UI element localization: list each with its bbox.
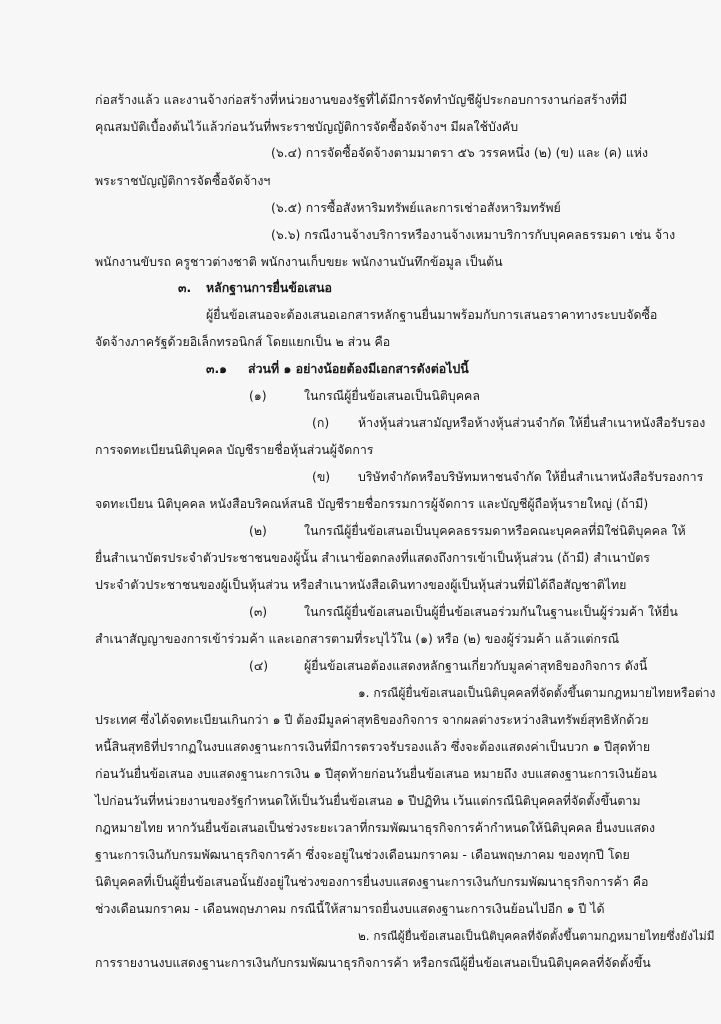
item-text: บริษัทจำกัดหรือบริษัทมหาชนจำกัด ให้ยื่นสำเนาหนังสือรับรองการ [358, 469, 704, 484]
item-marker: (๔) [249, 658, 269, 673]
item-marker: (๑) [249, 388, 267, 403]
item-text: ผู้ยื่นข้อเสนอต้องแสดงหลักฐานเกี่ยวกับมูลค่าสุทธิของกิจการ ดังนี้ [304, 658, 648, 673]
item-6-4: (๖.๔) การจัดซื้อจัดจ้างตามมาตรา ๕๖ วรรคหนึ่ง (๒) (ข) และ (ค) แห่ง [271, 145, 649, 160]
body-text-line: ผู้ยื่นข้อเสนอจะต้องเสนอเอกสารหลักฐานยื่นมาพร้อมกับการเสนอราคาทางระบบจัดซื้อ [206, 307, 658, 322]
section-heading: หลักฐานการยื่นข้อเสนอ [206, 280, 332, 295]
item-6-5: (๖.๕) การซื้อสังหาริมทรัพย์และการเช่าอสังหาริมทรัพย์ [271, 200, 561, 215]
body-text-line: ประเทศ ซึ่งได้จดทะเบียนเกินกว่า ๑ ปี ต้องมีมูลค่าสุทธิของกิจการ จากผลต่างระหว่างสินทรัพย์สุทธิหักด้วย [95, 712, 649, 727]
numbered-paragraph: ๒. กรณีผู้ยื่นข้อเสนอเป็นนิติบุคคลที่จัดตั้งขึ้นตามกฎหมายไทยซึ่งยังไม่มี [358, 929, 715, 943]
item-text: ในกรณีผู้ยื่นข้อเสนอเป็นบุคคลธรรมดาหรือคณะบุคคลที่มิใช่นิติบุคคล ให้ [304, 523, 686, 538]
item-text: ในกรณีผู้ยื่นข้อเสนอเป็นผู้ยื่นข้อเสนอร่วมกันในฐานะเป็นผู้ร่วมค้า ให้ยื่น [304, 604, 678, 619]
subsection-number: ๓.๑ [206, 361, 228, 376]
numbered-paragraph: ๑. กรณีผู้ยื่นข้อเสนอเป็นนิติบุคคลที่จัดตั้งขึ้นตามกฎหมายไทยหรือต่าง [358, 686, 716, 700]
body-text-line: จัดจ้างภาครัฐด้วยอิเล็กทรอนิกส์ โดยแยกเป็น ๒ ส่วน คือ [95, 334, 391, 349]
item-6-6: (๖.๖) กรณีงานจ้างบริการหรืองานจ้างเหมาบริการกับบุคคลธรรมดา เช่น จ้าง [271, 227, 676, 242]
item-marker: (ก) [312, 415, 330, 430]
body-text-line: ยื่นสำเนาบัตรประจำตัวประชาชนของผู้นั้น สำเนาข้อตกลงที่แสดงถึงการเข้าเป็นหุ้นส่วน (ถ้ามี) สำเนาบัตร [95, 550, 650, 565]
item-marker: (๓) [249, 604, 268, 619]
body-text-line: พระราชบัญญัติการจัดซื้อจัดจ้างฯ [95, 173, 271, 188]
body-text-line: นิติบุคคลที่เป็นผู้ยื่นข้อเสนอนั้นยังอยู่ในช่วงของการยื่นงบแสดงฐานะการเงินกับกรมพัฒนาธุรกิจการค้า คือ [95, 874, 649, 889]
body-text-line: คุณสมบัติเบื้องต้นไว้แล้วก่อนวันที่พระราชบัญญัติการจัดซื้อจัดจ้างฯ มีผลใช้บังคับ [95, 119, 519, 134]
body-text-line: จดทะเบียน นิติบุคคล หนังสือบริคณห์สนธิ บัญชีรายชื่อกรรมการผู้จัดการ และบัญชีผู้ถือหุ้นรายใหญ่ (ถ้ามี) [95, 496, 649, 511]
item-text: ห้างหุ้นส่วนสามัญหรือห้างหุ้นส่วนจำกัด ให้ยื่นสำเนาหนังสือรับรอง [358, 415, 706, 430]
body-text-line: สำเนาสัญญาของการเข้าร่วมค้า และเอกสารตามที่ระบุไว้ใน (๑) หรือ (๒) ของผู้ร่วมค้า แล้วแต่กรณี [95, 631, 620, 646]
body-text-line: กฎหมายไทย หากวันยื่นข้อเสนอเป็นช่วงระยะเวลาที่กรมพัฒนาธุรกิจการค้ากำหนดให้นิติบุคคล ยื่นงบแสดง [95, 820, 656, 835]
body-text-line: ฐานะการเงินกับกรมพัฒนาธุรกิจการค้า ซึ่งจะอยู่ในช่วงเดือนมกราคม - เดือนพฤษภาคม ของทุกปี โดย [95, 847, 630, 862]
body-text-line: พนักงานขับรถ ครูชาวต่างชาติ พนักงานเก็บขยะ พนักงานบันทึกข้อมูล เป็นต้น [95, 254, 503, 269]
item-marker: (๒) [249, 523, 267, 538]
body-text-line: หนี้สินสุทธิที่ปรากฏในงบแสดงฐานะการเงินที่มีการตรวจรับรองแล้ว ซึ่งจะต้องแสดงค่าเป็นบวก ๑ ปีสุดท้าย [95, 739, 651, 754]
subsection-heading: ส่วนที่ ๑ อย่างน้อยต้องมีเอกสารดังต่อไปนี้ [248, 361, 469, 376]
body-text-line: การจดทะเบียนนิติบุคคล บัญชีรายชื่อหุ้นส่วนผู้จัดการ [95, 442, 374, 457]
body-text-line: ก่อนวันยื่นข้อเสนอ งบแสดงฐานะการเงิน ๑ ปีสุดท้ายก่อนวันยื่นข้อเสนอ หมายถึง งบแสดงฐานะการเงินย้อน [95, 766, 657, 781]
section-number: ๓. [178, 280, 192, 295]
item-marker: (ข) [312, 469, 331, 484]
body-text-line: การรายงานงบแสดงฐานะการเงินกับกรมพัฒนาธุรกิจการค้า หรือกรณีผู้ยื่นข้อเสนอเป็นนิติบุคคลที่จัดตั้งขึ้น [95, 955, 651, 970]
body-text-line: ก่อสร้างแล้ว และงานจ้างก่อสร้างที่หน่วยงานของรัฐที่ได้มีการจัดทำบัญชีผู้ประกอบการงานก่อสร้างที่มี [95, 92, 628, 107]
body-text-line: ช่วงเดือนมกราคม - เดือนพฤษภาคม กรณีนี้ให้สามารถยื่นงบแสดงฐานะการเงินย้อนไปอีก ๑ ปี ได้ [95, 901, 605, 916]
body-text-line: ประจำตัวประชาชนของผู้เป็นหุ้นส่วน หรือสำเนาหนังสือเดินทางของผู้เป็นหุ้นส่วนที่มิได้ถือสัญชาติไทย [95, 577, 627, 592]
item-text: ในกรณีผู้ยื่นข้อเสนอเป็นนิติบุคคล [304, 388, 480, 403]
body-text-line: ไปก่อนวันที่หน่วยงานของรัฐกำหนดให้เป็นวันยื่นข้อเสนอ ๑ ปีปฏิทิน เว้นแต่กรณีนิติบุคคลที่จัดตั้งขึ้นตาม [95, 793, 641, 808]
